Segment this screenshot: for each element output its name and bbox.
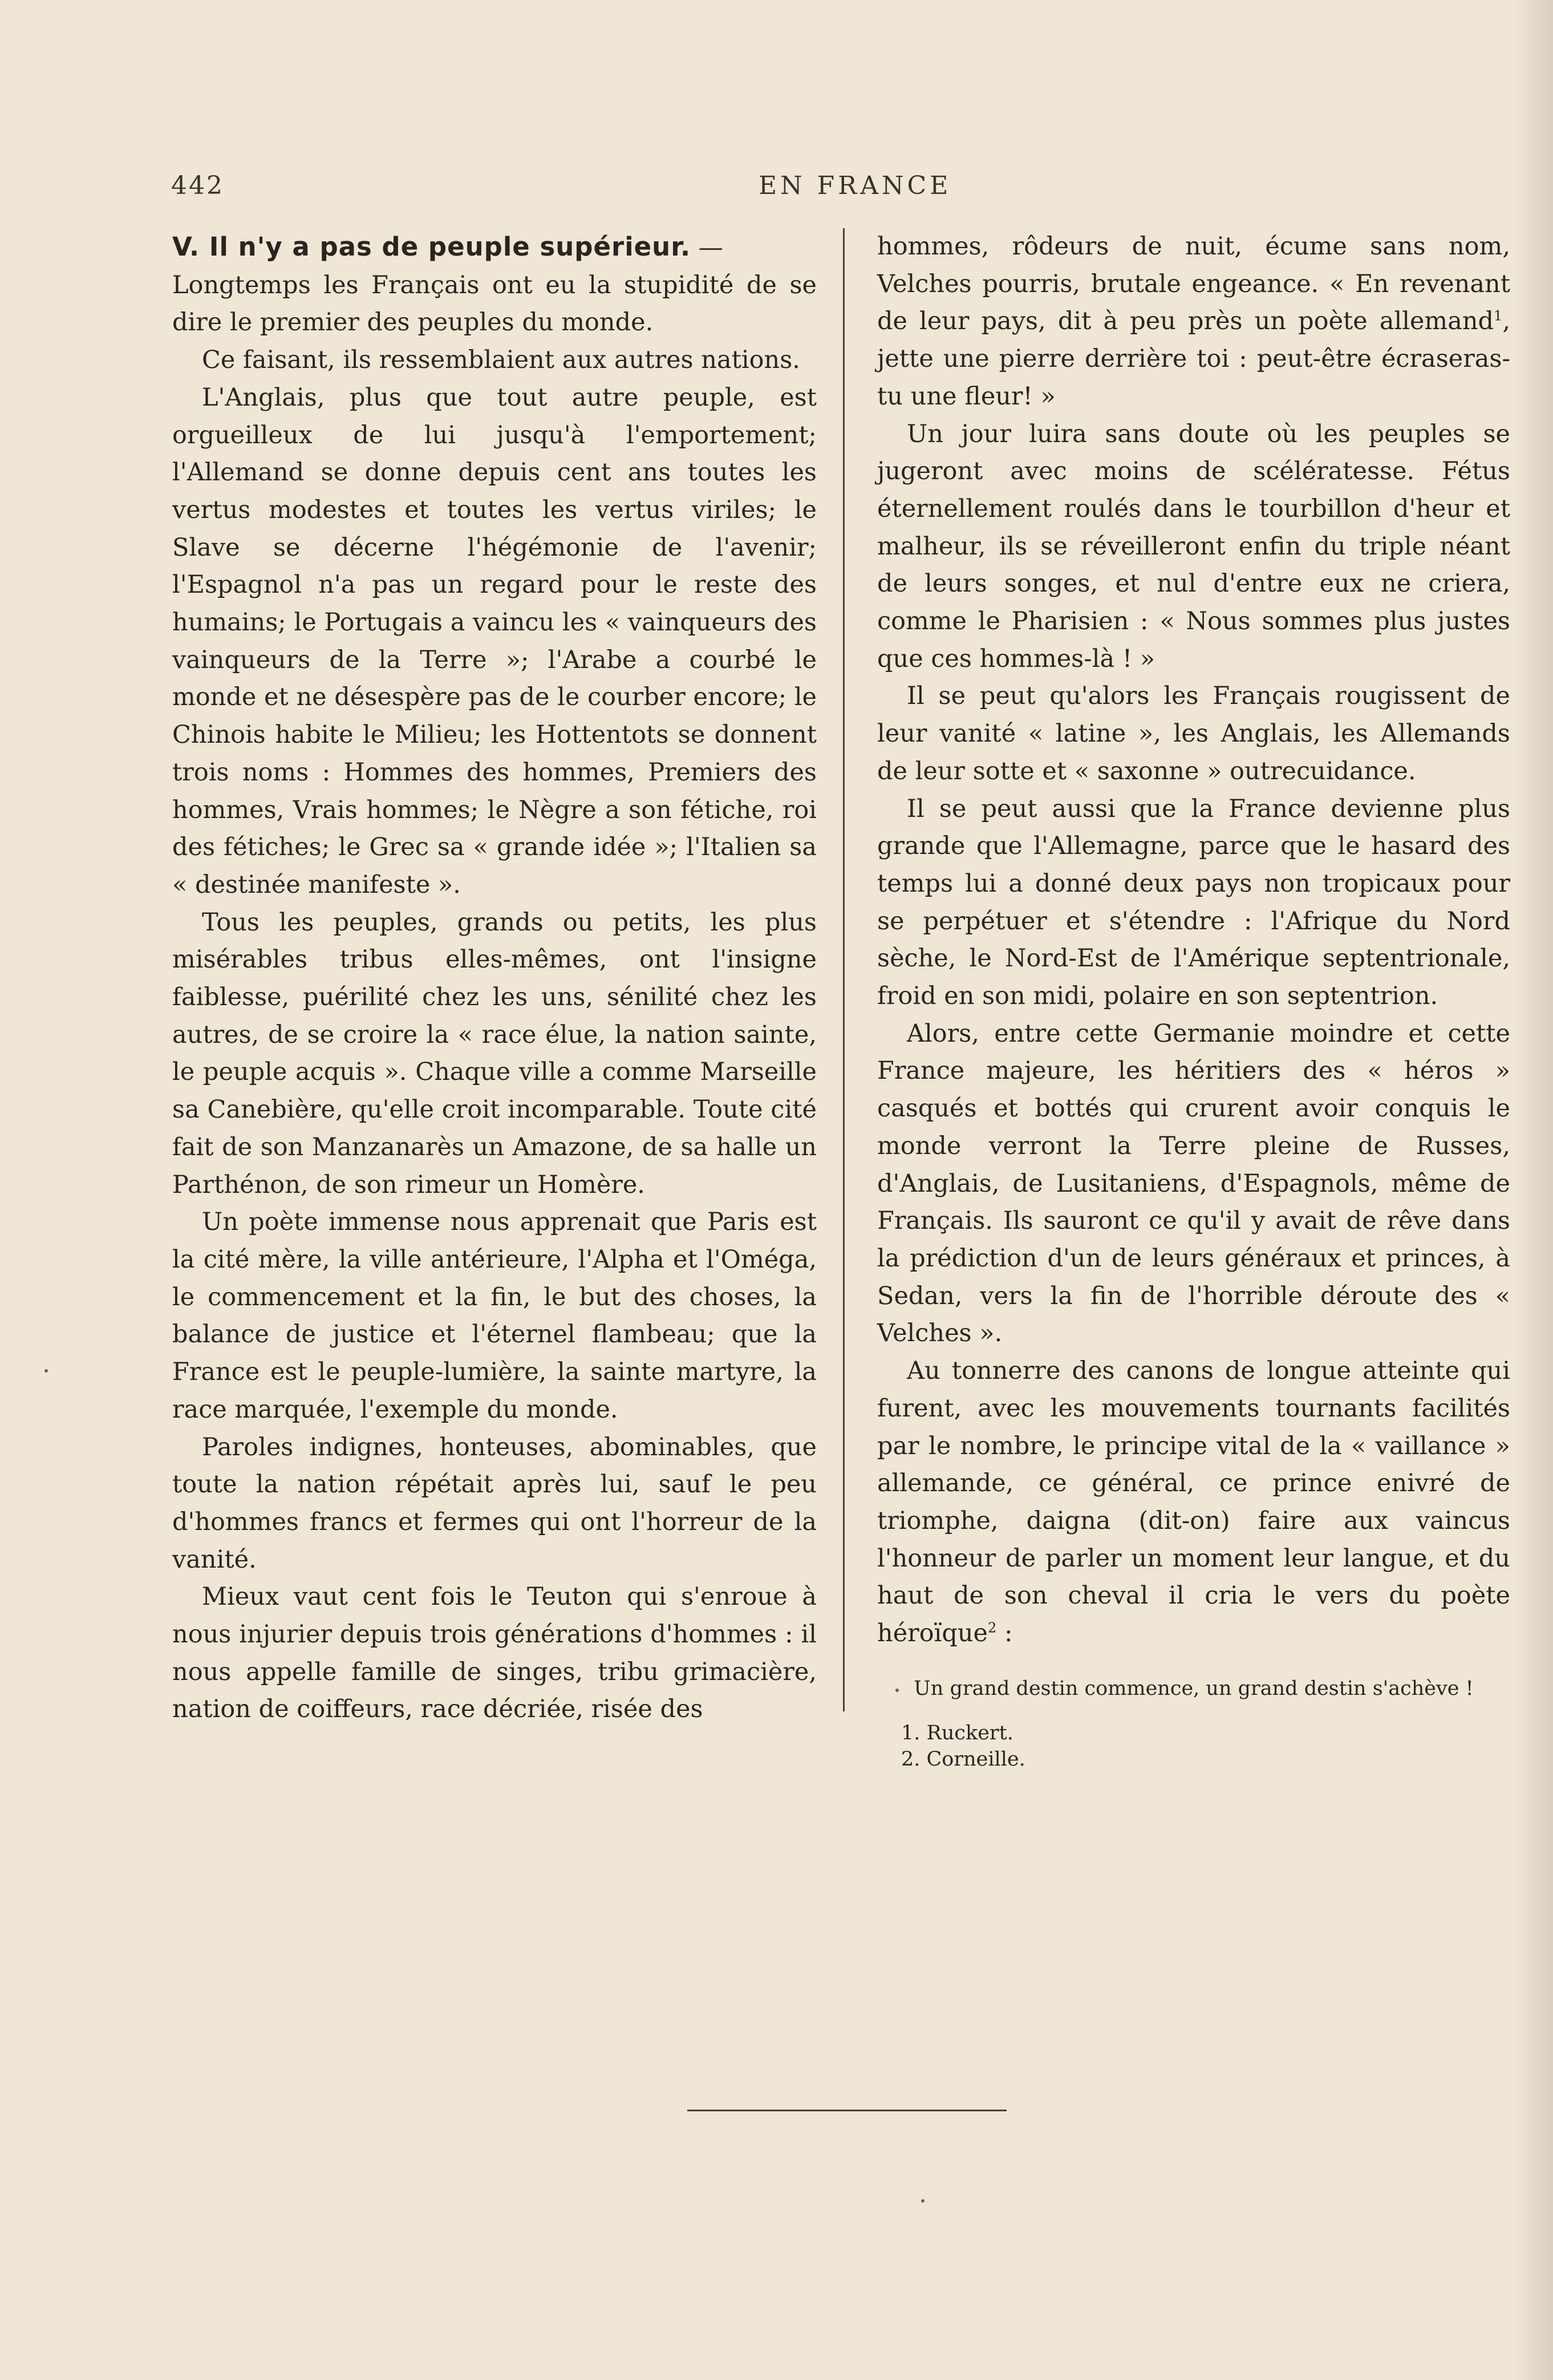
- footnotes: [877, 1720, 1510, 1772]
- section-heading: V. Il n'y a pas de peuple supérieur.: [172, 232, 691, 262]
- paper-speck: [895, 1689, 899, 1692]
- verse-quote: Un grand destin commence, un grand destin s'achève !: [914, 1677, 1474, 1700]
- paragraph: Mieux vaut cent fois le Teuton qui s'enroue à nous injurier depuis trois générations d'hommes : il nous appelle famille de singes, tribu grimacière, nation de coiffeurs, race décriée, risée des: [172, 1582, 817, 1724]
- text-run: :: [996, 1619, 1013, 1648]
- footnote-marker: 2: [988, 1620, 997, 1636]
- paragraph: Ce faisant, ils ressemblaient aux autres nations.: [202, 346, 800, 375]
- left-column: [172, 228, 817, 1729]
- paragraph: Un jour luira sans doute où les peuples se jugeront avec moins de scélératesse. Fétus éternellement roulés dans le tourbillon d'heur et malheur, ils se réveilleront enfin du triple néant de leurs songes, et nul d'entre eux ne criera, comme le Pharisien : « Nous sommes plus justes que ces hommes-là ! »: [877, 419, 1510, 673]
- heading-dash: —: [691, 233, 723, 262]
- column-divider: [843, 228, 845, 1711]
- paragraph: Tous les peuples, grands ou petits, les plus misérables tribus elles-mêmes, ont l'insigne faiblesse, puérilité chez les uns, sénilité chez les autres, de se croire la « race élue, la nation sainte, le peuple acquis ». Chaque ville a comme Marseille sa Canebière, qu'elle croit incomparable. Toute cité fait de son Manzanarès un Amazone, de sa halle un Parthénon, de son rimeur un Homère.: [172, 908, 817, 1199]
- end-rule: [687, 2110, 1007, 2111]
- paper-speck: [44, 1369, 48, 1373]
- page-header: [171, 171, 1397, 211]
- footnote-marker: 1: [1494, 308, 1503, 325]
- paragraph: Un poète immense nous apprenait que Paris est la cité mère, la ville antérieure, l'Alpha et l'Oméga, le commencement et la fin, le but des choses, la balance de justice et l'éternel flambeau; que la France est le peuple-lumière, la sainte martyre, la race marquée, l'exemple du monde.: [172, 1208, 817, 1424]
- section-heading-line: [172, 228, 817, 267]
- paragraph: Paroles indignes, honteuses, abominables, que toute la nation répétait après lui, sauf le peu d'hommes francs et fermes qui ont l'horreur de la vanité.: [172, 1432, 817, 1574]
- paragraph: Il se peut aussi que la France devienne plus grande que l'Allemagne, parce que le hasard des temps lui a donné deux pays non tropicaux pour se perpétuer et s'étendre : l'Afrique du Nord sèche, le Nord-Est de l'Amérique septentrionale, froid en son midi, polaire en son septentrion.: [877, 794, 1510, 1011]
- text-run: hommes, rôdeurs de nuit, écume sans nom, Velches pourris, brutale engeance. « En revenant de leur pays, dit à peu près un poète allemand: [877, 232, 1510, 336]
- paragraph: Longtemps les Français ont eu la stupidité de se dire le premier des peuples du monde.: [172, 270, 817, 337]
- paper-speck: [921, 2199, 924, 2203]
- page-number: 442: [171, 171, 224, 200]
- footnote: 2. Corneille.: [901, 1747, 1025, 1771]
- right-column: [877, 228, 1510, 1772]
- paragraph: L'Anglais, plus que tout autre peuple, est orgueilleux de lui jusqu'à l'emportement; l'Allemand se donne depuis cent ans toutes les vertus modestes et toutes les vertus viriles; le Slave se décerne l'hégémonie de l'avenir; l'Espagnol n'a pas un regard pour le reste des humains; le Portugais a vaincu les « vainqueurs des vainqueurs de la Terre »; l'Arabe a courbé le monde et ne désespère pas de le courber encore; le Chinois habite le Milieu; les Hottentots se donnent trois noms : Hommes des hommes, Premiers des hommes, Vrais hommes; le Nègre a son fétiche, roi des fétiches; le Grec sa « grande idée »; l'Italien sa « destinée manifeste ».: [172, 383, 817, 899]
- paragraph: Alors, entre cette Germanie moindre et cette France majeure, les héritiers des « héros » casqués et bottés qui crurent avoir conquis le monde verront la Terre pleine de Russes, d'Anglais, de Lusitaniens, d'Espagnols, même de Français. Ils sauront ce qu'il y avait de rêve dans la prédiction d'un de leurs généraux et princes, à Sedan, vers la fin de l'horrible déroute des « Velches ».: [877, 1019, 1510, 1348]
- paragraph: [877, 1353, 1510, 1653]
- footnote: 1. Ruckert.: [901, 1721, 1013, 1744]
- text-run: Au tonnerre des canons de longue atteinte qui furent, avec les mouvements tournants facilités par le nombre, le principe vital de la « vaillance » allemande, ce général, ce prince enivré de triomphe, daigna (dit-on) faire aux vaincus l'honneur de parler un moment leur langue, et du haut de son cheval il cria le vers du poète héroïque: [877, 1357, 1510, 1648]
- paragraph: Il se peut qu'alors les Français rougissent de leur vanité « latine », les Anglais, les Allemands de leur sotte et « saxonne » outrecuidance.: [877, 682, 1510, 786]
- running-title: EN FRANCE: [759, 171, 952, 200]
- gutter-shadow: [1513, 0, 1553, 2380]
- text-run: , jette une pierre derrière toi : peut-être écraseras-tu une fleur! »: [877, 307, 1510, 411]
- paragraph-continuation: [877, 228, 1510, 416]
